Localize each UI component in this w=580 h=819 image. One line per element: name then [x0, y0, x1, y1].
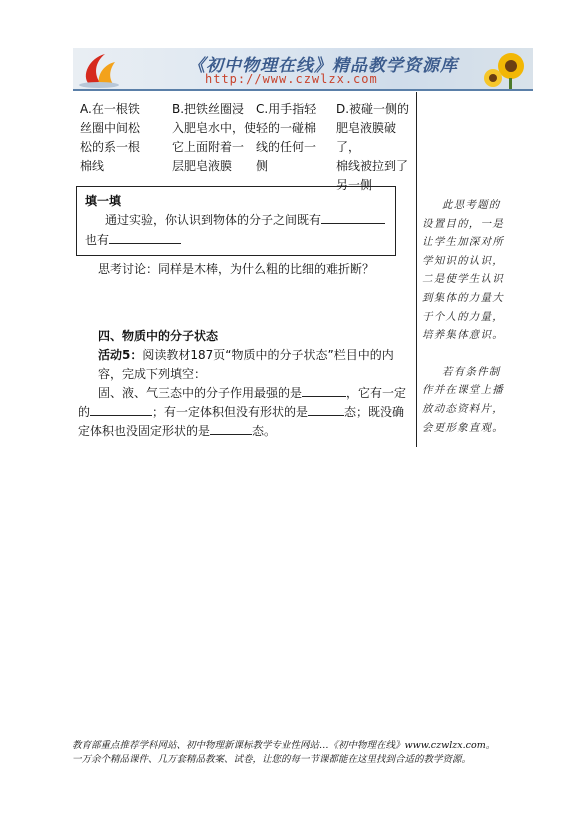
page-footer	[72, 739, 512, 767]
logo-icon	[75, 50, 121, 89]
answer-blank[interactable]	[109, 231, 181, 244]
activity-text: 阅读教材187页“物质中的分子状态”栏目中的内容，完成下列填空：	[98, 348, 394, 381]
header-banner	[73, 48, 533, 91]
activity-line-1-b: ，它有一定	[346, 386, 407, 400]
step-a: A.在一根铁 丝圈中间松 松的系一根 棉线	[80, 102, 141, 173]
activity-line-1	[78, 384, 412, 403]
activity-label: 活动5：	[98, 348, 143, 362]
teacher-note-2: 若有条件制作并在课堂上播放动态资料片，会更形象直观。	[422, 365, 504, 434]
discussion-question: 思考讨论：同样是木棒，为什么粗的比细的难折断？	[98, 262, 375, 276]
fill-box-line-1	[105, 211, 385, 228]
activity-line-2-a: 的	[78, 405, 91, 419]
fill-box-line-2-text: 也有	[85, 233, 110, 247]
sunflower-icon	[481, 50, 529, 90]
activity-block	[78, 346, 412, 441]
activity-line-3-b: 态。	[252, 424, 277, 438]
fill-box-line-2	[85, 231, 181, 248]
answer-blank[interactable]	[90, 403, 152, 416]
answer-blank[interactable]	[210, 422, 252, 435]
step-d: D.被碰一侧的 肥皂液膜破了， 棉线被拉到了 另一侧	[336, 102, 410, 192]
fill-box-title: 填一填	[85, 194, 122, 208]
step-c: C.用手指轻 轻的一碰棉 线的任何一 侧	[256, 102, 317, 173]
footer-line-1: 教育部重点推荐学科网站、初中物理新课标教学专业性网站…《初中物理在线》www.czwlzx.com。	[72, 740, 496, 751]
fill-box-line-1-text: 通过实验，你认识到物体的分子之间既有	[105, 213, 322, 227]
answer-blank[interactable]	[302, 384, 346, 397]
activity-line-1-a: 固、液、气三态中的分子作用最强的是	[98, 386, 303, 400]
footer-line-2: 一万余个精品课件、几万套精品教案、试卷，让您的每一节课都能在这里找到合适的教学资源。	[72, 754, 472, 765]
activity-line-2-b: ；有一定体积但没有形状的是	[152, 405, 309, 419]
activity-line-3	[78, 422, 412, 441]
step-b: B.把铁丝圈浸 入肥皂水中，使 它上面附着一 层肥皂液膜	[172, 102, 257, 173]
answer-blank[interactable]	[321, 211, 385, 224]
activity-line-3-a: 定体积也没固定形状的是	[78, 424, 211, 438]
fill-in-box	[76, 186, 396, 256]
activity-line-2	[78, 403, 412, 422]
activity-line-2-c: 态；既没确	[344, 405, 405, 419]
experiment-steps	[80, 100, 416, 192]
banner-title: 《初中物理在线》精品教学资源库	[188, 56, 458, 76]
teacher-notes	[422, 196, 510, 437]
activity-intro	[78, 346, 412, 384]
answer-blank[interactable]	[308, 403, 344, 416]
margin-divider	[416, 92, 417, 447]
section-title: 四、物质中的分子状态	[98, 329, 219, 343]
banner-url[interactable]: http://www.czwlzx.com	[205, 72, 378, 86]
teacher-note-1: 此思考题的设置目的，一是让学生加深对所学知识的认识，二是使学生认识到集体的力量大于个人的力量，培养集体意识。	[422, 199, 504, 342]
